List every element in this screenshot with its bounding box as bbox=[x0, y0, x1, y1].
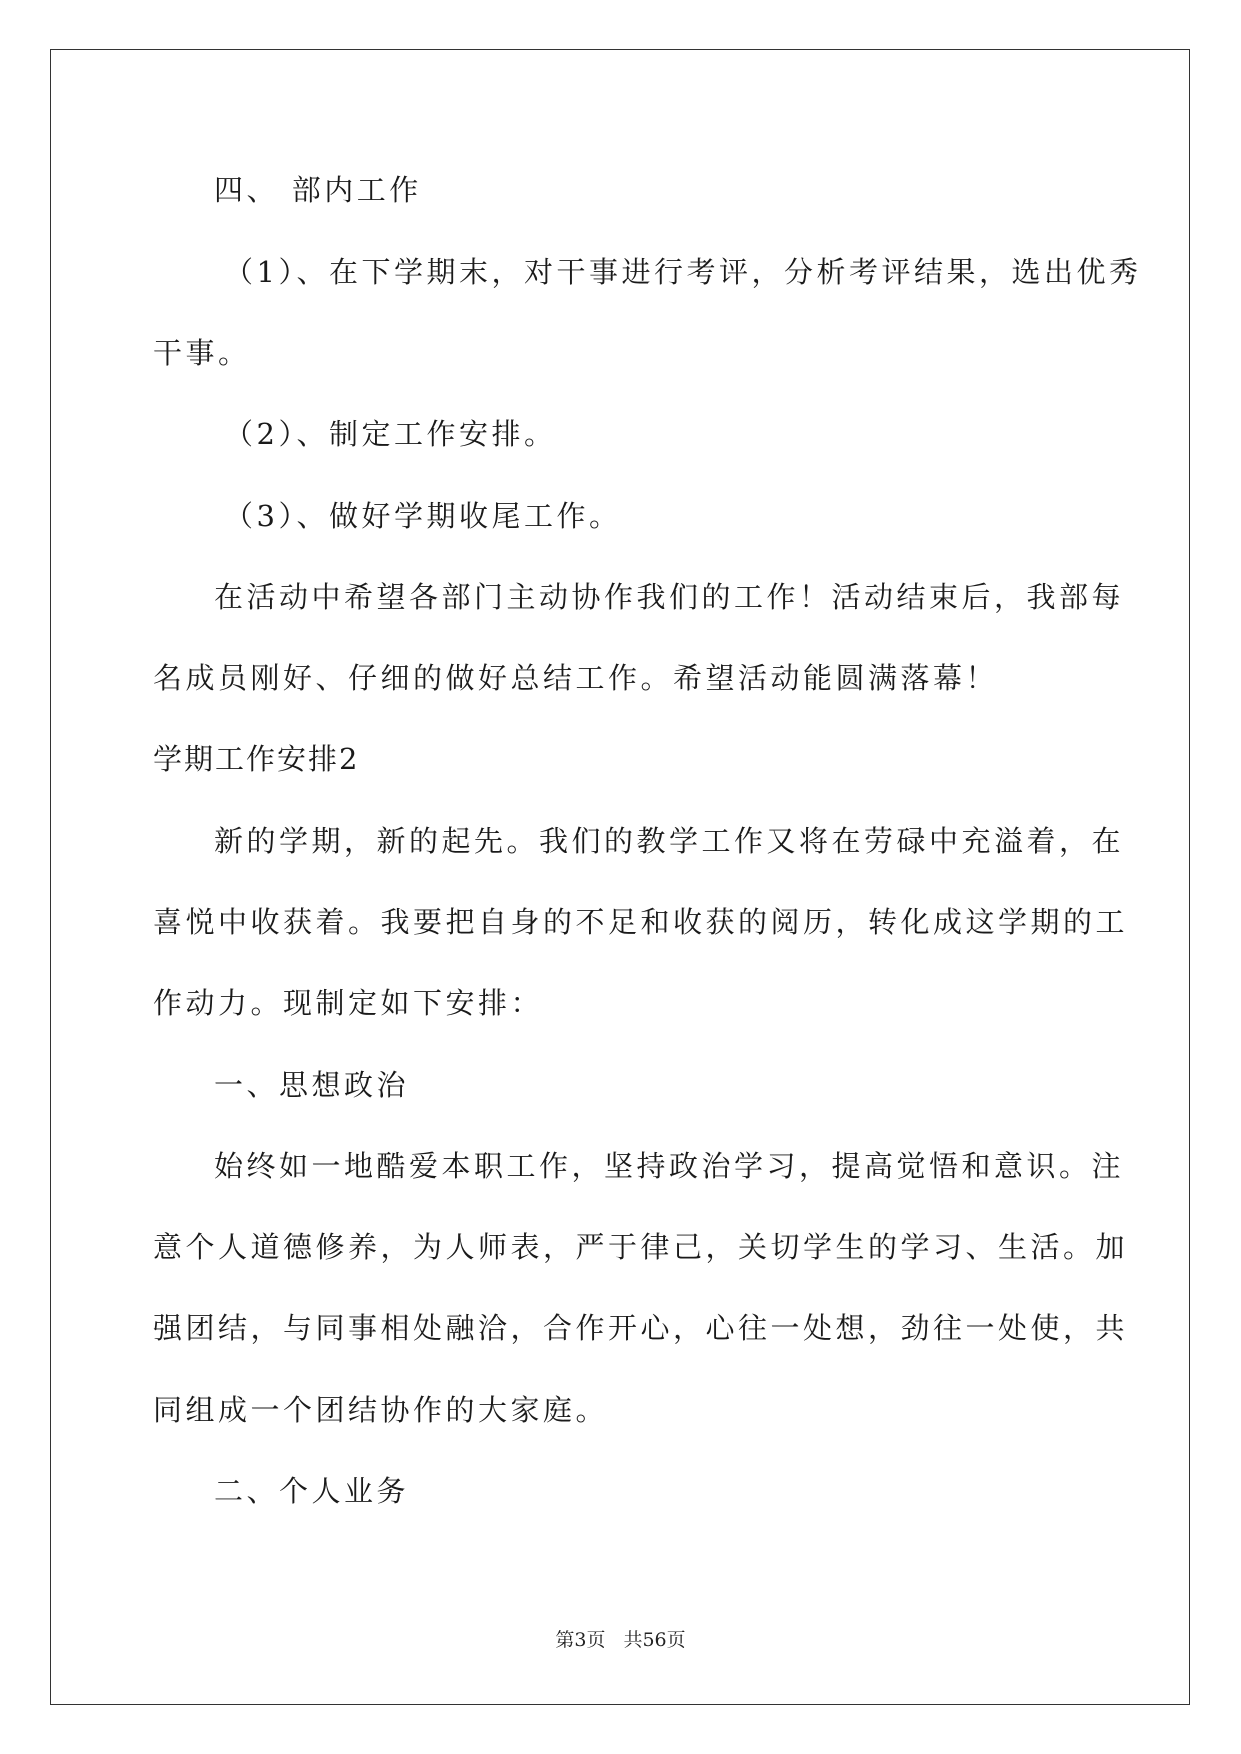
paragraph-item-2: （2）、制定工作安排。 bbox=[224, 417, 557, 451]
section-heading-business: 二、个人业务 bbox=[214, 1474, 410, 1508]
paragraph-closing: 在活动中希望各部门主动协作我们的工作！活动结束后，我部每 bbox=[214, 580, 1125, 614]
page-total: 共56页 bbox=[623, 1629, 686, 1651]
paragraph-politics-cont-1: 意个人道德修养，为人师表，严于律己，关切学生的学习、生活。加 bbox=[153, 1230, 1129, 1264]
paragraph-item-1: （1）、在下学期末，对干事进行考评，分析考评结果，选出优秀 bbox=[224, 255, 1142, 289]
paragraph-item-1-cont: 干事。 bbox=[153, 336, 251, 370]
paragraph-item-3: （3）、做好学期收尾工作。 bbox=[224, 499, 622, 533]
page-border bbox=[50, 49, 1190, 1705]
page-number: 第3页 bbox=[555, 1629, 606, 1651]
paragraph-intro-cont-2: 作动力。现制定如下安排： bbox=[153, 986, 544, 1020]
page-footer bbox=[0, 1628, 1241, 1652]
section-title-plan-2: 学期工作安排2 bbox=[153, 742, 360, 776]
paragraph-politics-cont-3: 同组成一个团结协作的大家庭。 bbox=[153, 1393, 609, 1427]
paragraph-closing-cont: 名成员刚好、仔细的做好总结工作。希望活动能圆满落幕！ bbox=[153, 661, 999, 695]
paragraph-intro-cont-1: 喜悦中收获着。我要把自身的不足和收获的阅历，转化成这学期的工 bbox=[153, 905, 1129, 939]
paragraph-intro: 新的学期，新的起先。我们的教学工作又将在劳碌中充溢着，在 bbox=[214, 824, 1125, 858]
section-heading-dept-work: 四、 部内工作 bbox=[214, 173, 422, 207]
paragraph-politics-cont-2: 强团结，与同事相处融洽，合作开心，心往一处想，劲往一处使，共 bbox=[153, 1311, 1129, 1345]
paragraph-politics: 始终如一地酷爱本职工作，坚持政治学习，提高觉悟和意识。注 bbox=[214, 1149, 1125, 1183]
section-heading-politics: 一、思想政治 bbox=[214, 1068, 410, 1102]
